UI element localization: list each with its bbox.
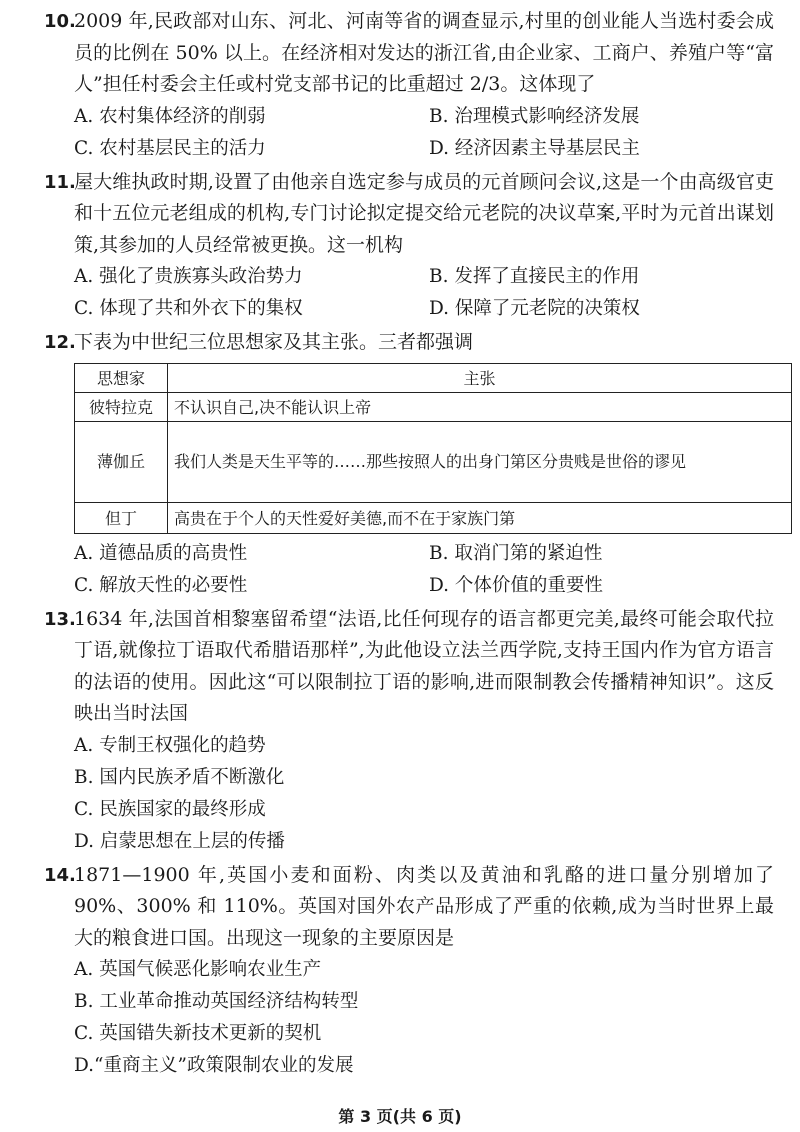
question-13	[44, 604, 774, 858]
question-14-options	[74, 954, 774, 1082]
question-12	[44, 327, 774, 602]
option-b: B. 工业革命推动英国经济结构转型	[74, 991, 359, 1012]
option-b: B. 国内民族矛盾不断激化	[74, 766, 285, 788]
question-number: 10.	[44, 11, 76, 32]
table-cell-claim: 不认识自己,决不能认识上帝	[168, 392, 792, 421]
option-a: A. 农村集体经济的削弱	[74, 105, 266, 127]
option-a: A. 道德品质的高贵性	[74, 542, 248, 564]
question-text: 1634 年,法国首相黎塞留希望“法语,比任何现存的语言都更完美,最终可能会取代拉丁语,就像拉丁语取代希腊语那样”,为此他设立法兰西学院,支持王国内作为官方语言的法语的使用。因此这“可以限制拉丁语的影响,进而限制教会传播精神知识”。这反映出当时法国	[74, 607, 774, 724]
option-d: D. 启蒙思想在上层的传播	[74, 830, 285, 852]
question-11-stem	[44, 167, 774, 262]
table-cell-thinker: 但丁	[75, 502, 168, 533]
option-c: C. 农村基层民主的活力	[74, 137, 266, 159]
question-number: 13.	[44, 608, 76, 630]
question-11	[44, 167, 774, 326]
option-a: A. 专制王权强化的趋势	[74, 734, 266, 756]
question-12-options	[74, 538, 774, 602]
table-row	[75, 502, 792, 533]
table-header-claim: 主张	[168, 363, 792, 392]
option-c: C. 英国错失新技术更新的契机	[74, 1023, 322, 1044]
option-b: B. 治理模式影响经济发展	[429, 105, 640, 127]
option-b: B. 发挥了直接民主的作用	[429, 266, 640, 287]
option-d: D.“重商主义”政策限制农业的发展	[74, 1055, 354, 1076]
table-cell-thinker: 薄伽丘	[75, 421, 168, 502]
option-c: C. 体现了共和外衣下的集权	[74, 298, 303, 319]
question-text: 下表为中世纪三位思想家及其主张。三者都强调	[74, 331, 474, 353]
question-10-options	[74, 101, 774, 165]
question-10	[44, 6, 774, 165]
question-text: 1871—1900 年,英国小麦和面粉、肉类以及黄油和乳酪的进口量分别增加了 90%、300% 和 110%。英国对国外农产品形成了严重的依赖,成为当时世界上最大的粮食进口国。出现这一现象的主要原因是	[74, 863, 774, 949]
table-header-row	[75, 363, 792, 392]
question-14	[44, 860, 774, 1083]
table-cell-thinker: 彼特拉克	[75, 392, 168, 421]
question-13-options	[74, 730, 774, 858]
question-number: 14.	[44, 864, 76, 886]
question-number: 12.	[44, 332, 76, 353]
table-header-thinker: 思想家	[75, 363, 168, 392]
question-12-stem	[44, 327, 774, 359]
option-d: D. 保障了元老院的决策权	[429, 298, 640, 319]
option-d: D. 个体价值的重要性	[429, 574, 603, 596]
option-a: A. 英国气候恶化影响农业生产	[74, 959, 322, 980]
question-text: 屋大维执政时期,设置了由他亲自选定参与成员的元首顾问会议,这是一个由高级官吏和十五位元老组成的机构,专门讨论拟定提交给元老院的决议草案,平时为元首出谋划策,其参加的人员经常被更换。这一机构	[74, 170, 774, 256]
option-c: C. 民族国家的最终形成	[74, 798, 266, 820]
thinkers-table	[74, 363, 792, 534]
question-14-stem	[44, 860, 774, 955]
option-d: D. 经济因素主导基层民主	[429, 137, 640, 159]
question-13-stem	[44, 604, 774, 730]
page-footer: 第 3 页(共 6 页)	[338, 1107, 462, 1126]
table-cell-claim: 我们人类是天生平等的……那些按照人的出身门第区分贵贱是世俗的谬见	[168, 421, 792, 502]
question-10-stem	[44, 6, 774, 101]
exam-page	[44, 6, 774, 1084]
option-c: C. 解放天性的必要性	[74, 574, 248, 596]
option-a: A. 强化了贵族寡头政治势力	[74, 266, 303, 287]
option-b: B. 取消门第的紧迫性	[429, 542, 603, 564]
table-cell-claim: 高贵在于个人的天性爱好美德,而不在于家族门第	[168, 502, 792, 533]
table-row	[75, 421, 792, 502]
question-11-options	[74, 261, 774, 325]
table-row	[75, 392, 792, 421]
question-text: 2009 年,民政部对山东、河北、河南等省的调查显示,村里的创业能人当选村委会成员的比例在 50% 以上。在经济相对发达的浙江省,由企业家、工商户、养殖户等“富人”担任村委会主任或村党支部书记的比重超过 2/3。这体现了	[74, 10, 774, 95]
question-number: 11.	[44, 171, 76, 193]
